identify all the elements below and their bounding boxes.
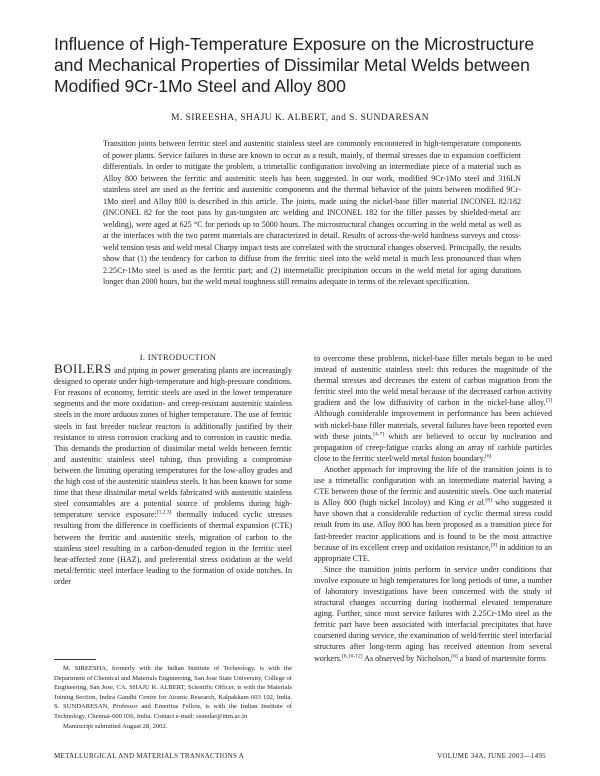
author-list: M. SIREESHA, SHAJU K. ALBERT, and S. SUNDARESAN: [171, 112, 429, 123]
right-column: [314, 353, 552, 664]
footnote-divider: [54, 659, 96, 660]
affiliation-note: M. SIREESHA, formerly with the Indian Institute of Technology, is with the Department of Chemical and Materials Engineering, San Jose State University, College of Engineering, San Jose, CA. SHAJU K. ALBERT, Scientific Officer, is with the Materials Joining Section, Indira Gandhi Centre for Atomic Research, Kalpakkam 603 102, India. S. SUNDARESAN, Professor and Emeritus Fellow, is with the Indian Institute of Technology, Chennai-600 036, India. Contact e-mail: ssundar@iitm.ac.in: [54, 665, 292, 720]
citation: [9]: [490, 541, 498, 548]
dropcap-word: BOILERS: [54, 361, 112, 377]
citation: [6]: [451, 652, 458, 659]
manuscript-date: Manuscript submitted August 28, 2002.: [63, 722, 168, 730]
body-paragraph: to overcome these problems, nickel-base filler metals began to be used instead of austenitic stainless steel: this reduces the magnitude of the thermal stresses and decreases the extent of carbon migration from the ferritic steel into the weld metal because of the decreased carbon activity gradient and the low diffusivity of carbon in the nickel-base alloy.[3] Although considerable improvement in performance has been achieved with nickel-base filler materials, several failures have been reported even with these joints,[4-7] which are believed to occur by nucleation and propagation of creep-fatigue cracks along an array of carbide particles close to the ferritic steel/weld metal fusion boundary.[6]: [314, 354, 552, 463]
journal-name: METALLURGICAL AND MATERIALS TRANSACTIONS A: [54, 752, 245, 760]
section-heading: I. INTRODUCTION: [139, 352, 217, 362]
paper-title: Influence of High-Temperature Exposure on the Microstructure and Mechanical Properties of Dissimilar Metal Welds between Modified 9Cr-1Mo Steel and Alloy 800: [54, 34, 535, 96]
intro-paragraph: BOILERS and piping in power generating plants are increasingly designed to operate under high-temperature and high-pressure conditions. For reasons of economy, ferritic steels are used in the lower temperature segments and the more oxidation- and creep-resistant austenitic stainless steels in the more arduous zones of higher temperature. The use of ferritic steels in fast breeder nuclear reactors is additionally justified by their resistance to stress corrosion cracking and to corrosion in caustic media. This demands the production of dissimilar metal welds between ferritic and austenitic stainless steel tubing, thus providing a compromise between the limiting operating temperatures for the low-alloy grades and the high cost of the austenitic stainless steels. It has been known for some time that these dissimilar metal welds fabricated with austenitic stainless steel consumables are a potential source of problems during high-temperature service exposure:[1,2,3] thermally induced cyclic stresses resulting from the difference in coefficients of thermal expansion (CTE) between the ferritic and austenitic steels, migration of carbon to the stainless steel resulting in a carbon-denuded region in the ferritic steel heat-affected zone (HAZ), and preferential stress oxidation at the weld metal/ferritic steel interface leading to the formation of oxide notches. In order: [54, 361, 292, 586]
body-paragraph: Since the transition joints perform in service under conditions that involve exposure to high temperatures for long periods of time, a number of laboratory investigations have been concerned with the study of structural changes occurring during isothermal elevated temperature aging. Further, since most service failures with 2.25Cr-1Mo steel as the ferritic part have been associated with interfacial precipitates that have coarsened during service, the examination of weld/ferritic steel interfacial structures after long-term aging has received attention from several workers.[6,10-12] As observed by Nicholson,[6] a band of martensite forms: [314, 564, 552, 663]
citation: [3]: [545, 397, 552, 404]
citation: [8]: [485, 497, 492, 504]
citation: [6,10-12]: [341, 652, 363, 659]
body-paragraph: Another approach for improving the life of the transition joints is to use a trimetallic configuration with an intermediate material having a CTE between those of the ferritic and austenitic steels. One such material is Alloy 800 (high nickel Incoloy) and King et al.[8] who suggested it have shown that a considerable reduction of cyclic thermal stress could result from its use. Alloy 800 has been proposed as a transition piece for fast-breeder reactor applications and is found to be the most attractive because of its excellent creep and oxidation resistance,[9] in addition to an appropriate CTE.: [314, 464, 552, 563]
volume-page: VOLUME 34A, JUNE 2003—1495: [437, 752, 546, 760]
abstract: Transition joints between ferritic steel and austenitic stainless steel are commonly encountered in high-temperature components of power plants. Service failures in these are known to occur as a result, mainly, of thermal stresses due to expansion coefficient differentials. In order to mitigate the problem, a trimetallic configuration involving an intermediate piece of a material such as Alloy 800 between the ferritic and austenitic steels has been suggested. In our work, modified 9Cr-1Mo steel and 316LN stainless steel are used as the ferritic and austenitic components and the thermal behavior of the joints between modified 9Cr-1Mo steel and Alloy 800 is described in this article. The joints, made using the nickel-base filler material INCONEL 82/182 (INCONEL 82 for the root pass by gas-tungsten arc welding and INCONEL 182 for the filler passes by shielded-metal arc welding), were aged at 625 °C for periods up to 5000 hours. The microstructural changes occurring in the weld metal as well as at the interfaces with the two parent materials are characterized in detail. Results of across-the-weld hardness surveys and cross-weld tension tests and weld metal Charpy impact tests are correlated with the structural changes observed. Principally, the results show that (1) the tendency for carbon to diffuse from the ferritic steel into the weld metal is much less pronounced than when 2.25Cr-1Mo steel is used as the ferritic part; and (2) intermetallic precipitation occurs in the weld metal for aging durations longer than 2000 hours, but the weld metal toughness still remains adequate in terms of the relevant specification.: [103, 139, 521, 286]
citation: [1,2,3]: [156, 509, 172, 516]
citation: [6]: [485, 453, 492, 460]
left-column: [54, 352, 292, 587]
author-footnote: [54, 664, 292, 731]
citation: [4-7]: [373, 430, 385, 437]
